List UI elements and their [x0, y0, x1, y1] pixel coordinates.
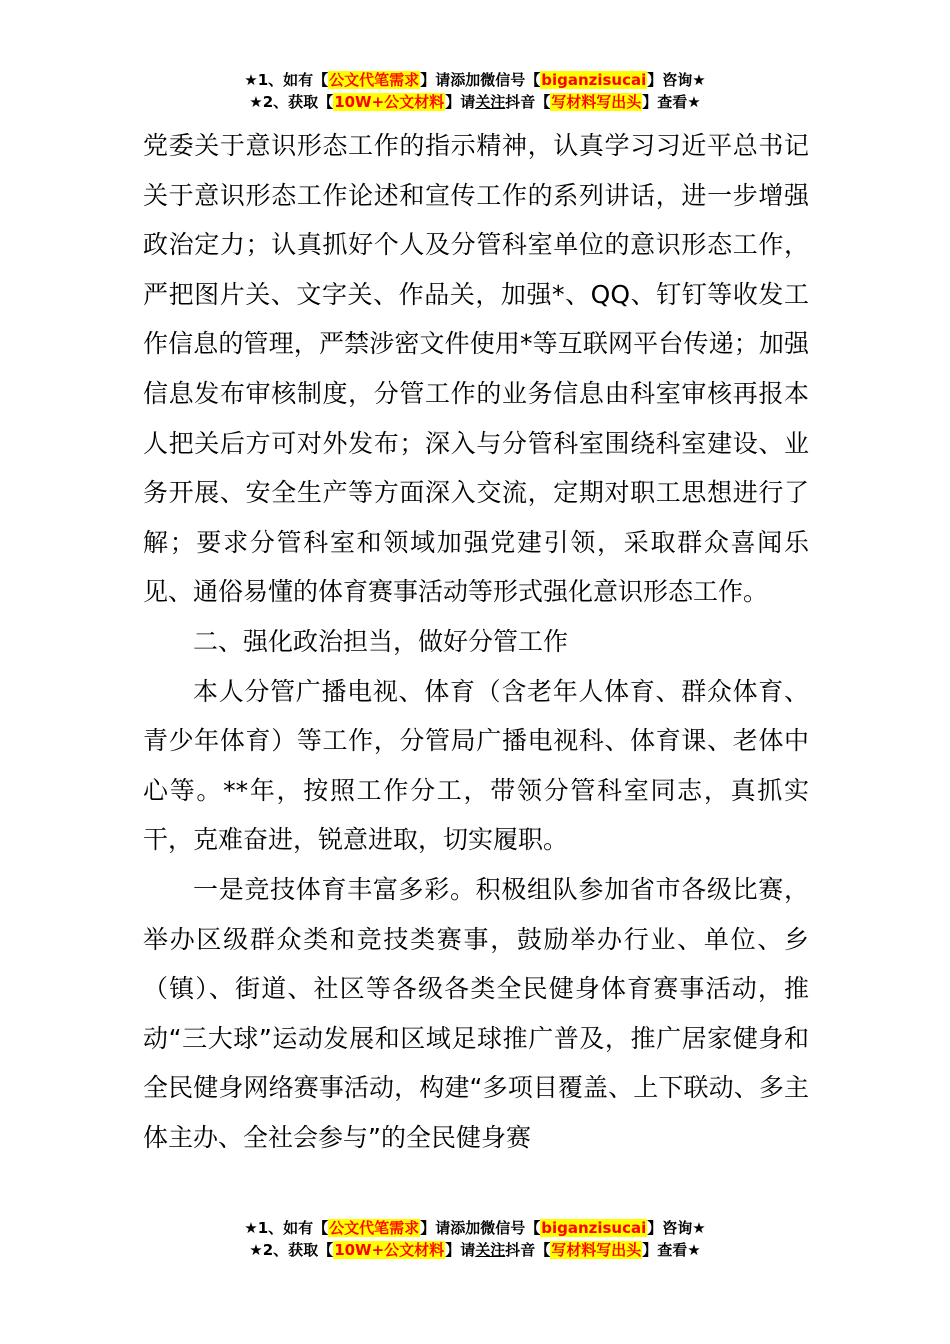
- banner-text: ★1、如有【: [244, 1219, 329, 1237]
- banner-highlight-wechat: biganzisucai: [541, 1219, 647, 1237]
- banner-text: ★2、获取【: [249, 1241, 334, 1259]
- banner-text: ★1、如有【: [244, 71, 329, 89]
- banner-line-1: [0, 1217, 950, 1239]
- banner-line-2: [0, 1239, 950, 1261]
- banner-highlight-wechat: biganzisucai: [541, 71, 647, 89]
- document-body: [143, 121, 809, 1162]
- banner-text: 】咨询★: [647, 1219, 706, 1237]
- banner-text: 】咨询★: [647, 71, 706, 89]
- header-banner: [0, 69, 950, 113]
- banner-highlight-douyin: 写材料写出头: [551, 93, 642, 111]
- banner-text: 】请: [445, 93, 476, 111]
- banner-text: 抖音【: [505, 1241, 551, 1259]
- section-heading: 二、强化政治担当，做好分管工作: [193, 626, 569, 656]
- banner-text: ★2、获取【: [249, 93, 334, 111]
- banner-text: 】请添加微信号【: [420, 71, 541, 89]
- banner-line-1: [0, 69, 950, 91]
- banner-text: 】查看★: [642, 93, 701, 111]
- banner-highlight-douyin: 写材料写出头: [551, 1241, 642, 1259]
- footer-banner: [0, 1217, 950, 1261]
- banner-highlight-materials: 10W+公文材料: [334, 93, 445, 111]
- banner-text: 关注: [475, 93, 506, 111]
- banner-line-2: [0, 91, 950, 113]
- banner-text: 抖音【: [505, 93, 551, 111]
- banner-text: 】请: [445, 1241, 476, 1259]
- banner-text: 关注: [475, 1241, 506, 1259]
- paragraph-responsibilities: 本人分管广播电视、体育（含老年人体育、群众体育、青少年体育）等工作，分管局广播电视科、体育课、老体中心等。**年，按照工作分工，带领分管科室同志，真抓实干，克难奋进，锐意进取，切实履职。: [143, 676, 809, 855]
- banner-highlight-service: 公文代笔需求: [329, 1219, 420, 1237]
- paragraph-ideology: 党委关于意识形态工作的指示精神，认真学习习近平总书记关于意识形态工作论述和宣传工作的系列讲话，进一步增强政治定力；认真抓好个人及分管科室单位的意识形态工作，严把图片关、文字关、作品关，加强*、QQ、钉钉等收发工作信息的管理，严禁涉密文件使用*等互联网平台传递；加强信息发布审核制度，分管工作的业务信息由科室审核再报本人把关后方可对外发布；深入与分管科室围绕科室建设、业务开展、安全生产等方面深入交流，定期对职工思想进行了解；要求分管科室和领域加强党建引领，采取群众喜闻乐见、通俗易懂的体育赛事活动等形式强化意识形态工作。: [143, 131, 809, 607]
- banner-text: 】查看★: [642, 1241, 701, 1259]
- banner-text: 】请添加微信号【: [420, 1219, 541, 1237]
- paragraph-sports: 一是竞技体育丰富多彩。积极组队参加省市各级比赛，举办区级群众类和竞技类赛事，鼓励举办行业、单位、乡（镇）、街道、社区等各级各类全民健身体育赛事活动，推动“三大球”运动发展和区域足球推广普及，推广居家健身和全民健身网络赛事活动，构建“多项目覆盖、上下联动、多主体主办、全社会参与”的全民健身赛: [143, 874, 809, 1152]
- banner-highlight-materials: 10W+公文材料: [334, 1241, 445, 1259]
- banner-highlight-service: 公文代笔需求: [329, 71, 420, 89]
